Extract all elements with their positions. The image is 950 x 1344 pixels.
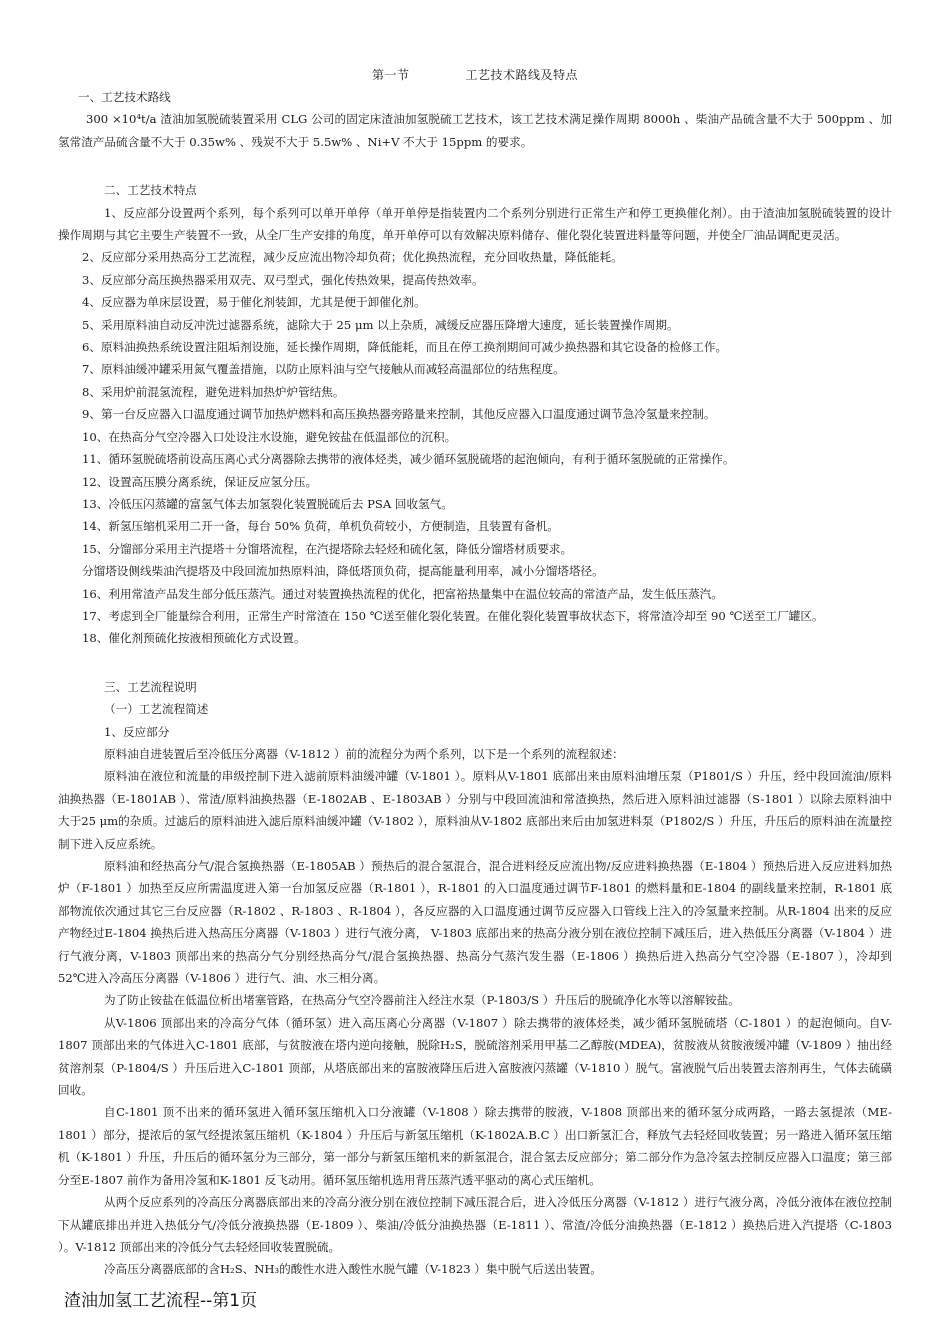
- feature-item: 13、冷低压闪蒸罐的富氢气体去加氢裂化装置脱硫后去 PSA 回收氢气。: [82, 496, 453, 511]
- feature-item: 7、原料油缓冲罐采用氮气覆盖措施，以防止原料油与空气接触从而减轻高温部位的结焦程度。: [82, 362, 565, 377]
- sec3-subheading: （一）工艺流程简述: [104, 702, 209, 717]
- sec1-paragraph: 300 ×10⁴t/a 渣油加氢脱硫装置采用 CLG 公司的固定床渣油加氢脱硫工艺技术，该工艺技术满足操作周期 8000h 、柴油产品硫含量不大于 500ppm 、加氢常渣产品硫含量不大于 0.35w% 、残炭不大于 5.5w% 、Ni+V 不大于 15ppm 的要求。: [58, 112, 892, 149]
- sec3-subsubheading: 1、反应部分: [104, 724, 170, 739]
- feature-item: 10、在热高分气空冷器入口处设注水设施，避免铵盐在低温部位的沉积。: [82, 429, 457, 444]
- flow-paragraph: 自C-1801 顶不出来的循环氢进入循环氢压缩机入口分液罐（V-1808 ）除去携带的胺液，V-1808 顶部出来的循环氢分成两路，一路去氢提浓（ME-1801 ）部分，提浓后的氢气经提浓氢压缩机（K-1804 ）升压后与新氢压缩机（K-1802A.B.C ）出口新氢汇合，释放气去轻烃回收装置；另一路进入循环氢压缩机（K-1801 ）升压，升压后的循环氢分为三部分，第一部分与新氢压缩机来的新氢混合，混合氢去反应部分；第二部分作为急冷氢去控制反应器入口温度；第三部分至E-1807 前作为备用冷氢和K-1801 反飞动用。循环氢压缩机选用背压蒸汽透平驱动的离心式压缩机。: [58, 1105, 892, 1187]
- title-part1: 第一节: [371, 68, 410, 82]
- feature-item: 14、新氢压缩机采用二开一备，每台 50% 负荷，单机负荷较小，方便制造，且装置有备机。: [82, 519, 559, 534]
- document-body: [58, 86, 892, 1281]
- feature-item: 3、反应部分高压换热器采用双壳、双弓型式，强化传热效果，提高传热效率。: [82, 272, 484, 287]
- sec1-heading: 一、工艺技术路线: [78, 90, 171, 104]
- feature-item: 4、反应器为单床层设置，易于催化剂装卸，尤其是便于卸催化剂。: [82, 295, 426, 310]
- feature-item: 2、反应部分采用热高分工艺流程，减少反应流出物冷却负荷；优化换热流程，充分回收热量，降低能耗。: [82, 250, 623, 265]
- flow-paragraph: 冷高压分离器底部的含H₂S、NH₃的酸性水进入酸性水脱气罐（V-1823 ）集中脱气后送出装置。: [104, 1262, 602, 1277]
- feature-item: 12、设置高压膜分离系统，保证反应氢分压。: [82, 474, 318, 489]
- flow-paragraph: 原料油自进装置后至冷低压分离器（V-1812 ）前的流程分为两个系列，以下是一个系列的流程叙述：: [104, 746, 624, 761]
- sec2-heading: 二、工艺技术特点: [104, 183, 197, 198]
- feature-item: 5、采用原料油自动反冲洗过滤器系统，滤除大于 25 μm 以上杂质，减缓反应器压降增大速度，延长装置操作周期。: [82, 317, 679, 332]
- page-footer: 渣油加氢工艺流程--第1页: [64, 1291, 258, 1311]
- feature-item: 18、催化剂预硫化按液相预硫化方式设置。: [82, 631, 306, 646]
- flow-paragraph: 原料油和经热高分气/混合氢换热器（E-1805AB ）预热后的混合氢混合，混合进料经反应流出物/反应进料换热器（E-1804 ）预热后进入反应进料加热炉（F-1801 ）加热至反应所需温度进入第一台加氢反应器（R-1801 ），R-1801 的入口温度通过调节F-1801 的燃料量和E-1804 的副线量来控制，R-1801 底部物流依次通过其它三台反应器（R-1802 、R-1803 、R-1804 ），各反应器的入口温度通过调节反应器入口管线上注入的冷氢量来控制。从R-1804 出来的反应产物经过E-1804 换热后进入热高压分离器（V-1803 ）进行气液分离， V-1803 底部出来的热高分液分别在液位控制下减压后，进入热低压分离器（V-1804 ）进行气液分离，V-1803 顶部出来的热高分气分别经热高分气/混合氢换热器、热高分气蒸汽发生器（E-1806 ）换热后进入热高分气空冷器（E-1807 ），冷却到52℃进入冷高压分离器（V-1806 ）进行气、油、水三相分离。: [58, 859, 892, 986]
- feature-item: 15、分馏部分采用主汽提塔＋分馏塔流程，在汽提塔除去轻烃和硫化氢，降低分馏塔材质要求。: [82, 541, 573, 556]
- flow-paragraph: 为了防止铵盐在低温位析出堵塞管路，在热高分气空冷器前注入经注水泵（P-1803/S ）升压后的脱硫净化水等以溶解铵盐。: [104, 993, 740, 1008]
- feature-item: 11、循环氢脱硫塔前设高压离心式分离器除去携带的液体烃类，减少循环氢脱硫塔的起泡倾向，有利于循环氢脱硫的正常操作。: [82, 452, 735, 467]
- feature-item: 分馏塔设侧线柴油汽提塔及中段回流加热原料油，降低塔顶负荷，提高能量利用率，减小分馏塔塔径。: [82, 564, 604, 579]
- feature-item: 9、第一台反应器入口温度通过调节加热炉燃料和高压换热器旁路量来控制，其他反应器入口温度通过调节急冷氢量来控制。: [82, 407, 716, 422]
- section-title: [0, 66, 950, 83]
- title-part2: 工艺技术路线及特点: [465, 68, 579, 82]
- feature-item: 17、考虑到全厂能量综合利用，正常生产时常渣在 150 ℃送至催化裂化装置。在催化裂化装置事故状态下，将常渣冷却至 90 ℃送至工厂罐区。: [82, 608, 824, 623]
- feature-item: 1、反应部分设置两个系列，每个系列可以单开单停（单开单停是指装置内二个系列分别进行正常生产和停工更换催化剂）。由于渣油加氢脱硫装置的设计操作周期与其它主要生产装置不一致，从全厂生产安排的角度，单开单停可以有效解决原料储存、催化裂化装置进料量等问题，并使全厂油品调配更灵活。: [58, 205, 892, 243]
- feature-item: 16、利用常渣产品发生部分低压蒸汽。通过对装置换热流程的优化，把富裕热量集中在温位较高的常渣产品，发生低压蒸汽。: [82, 586, 723, 601]
- flow-paragraph: 从两个反应系列的冷高压分离器底部出来的冷高分液分别在液位控制下减压混合后，进入冷低压分离器（V-1812 ）进行气液分离，冷低分液体在液位控制下从罐底排出并进入热低分气/冷低分液换热器（E-1809 ）、柴油/冷低分油换热器（E-1811 ）、常渣/冷低分油换热器（E-1812 ）换热后进入汽提塔（C-1803 ）。V-1812 顶部出来的冷低分气去轻烃回收装置脱硫。: [58, 1195, 892, 1254]
- feature-item: 8、采用炉前混氢流程，避免进料加热炉炉管结焦。: [82, 384, 345, 399]
- sec3-heading: 三、工艺流程说明: [104, 679, 197, 694]
- flow-paragraph: 原料油在液位和流量的串级控制下进入滤前原料油缓冲罐（V-1801 ）。原料从V-1801 底部出来由原料油增压泵（P1801/S ）升压，经中段回流油/原料油换热器（E-1801AB ）、常渣/原料油换热器（E-1802AB 、E-1803AB ）分别与中段回流油和常渣换热，然后进入原料油过滤器（S-1801 ）以除去原料油中大于25 μm的杂质。过滤后的原料油进入滤后原料油缓冲罐（V-1802 ），原料油从V-1802 底部出来后由加氢进料泵（P1802/S ）升压，升压后的原料油在流量控制下进入反应系统。: [58, 769, 892, 851]
- flow-paragraph: 从V-1806 顶部出来的冷高分气体（循环氢）进入高压离心分离器（V-1807 ）除去携带的液体烃类，减少循环氢脱硫塔（C-1801 ）的起泡倾向。自V-1807 顶部出来的气体进入C-1801 底部，与贫胺液在塔内逆向接触，脱除H₂S，脱硫溶剂采用甲基二乙醇胺(MDEA)，贫胺液从贫胺液缓冲罐（V-1809 ）抽出经贫溶剂泵（P-1804/S ）升压后进入C-1801 顶部，从塔底部出来的富胺液降压后进入富胺液闪蒸罐（V-1810 ）脱气。富液脱气后出装置去溶剂再生，气体去硫磺回收。: [58, 1015, 892, 1098]
- feature-item: 6、原料油换热系统设置注阻垢剂设施，延长操作周期，降低能耗，而且在停工换剂期间可减少换热器和其它设备的检修工作。: [82, 340, 728, 355]
